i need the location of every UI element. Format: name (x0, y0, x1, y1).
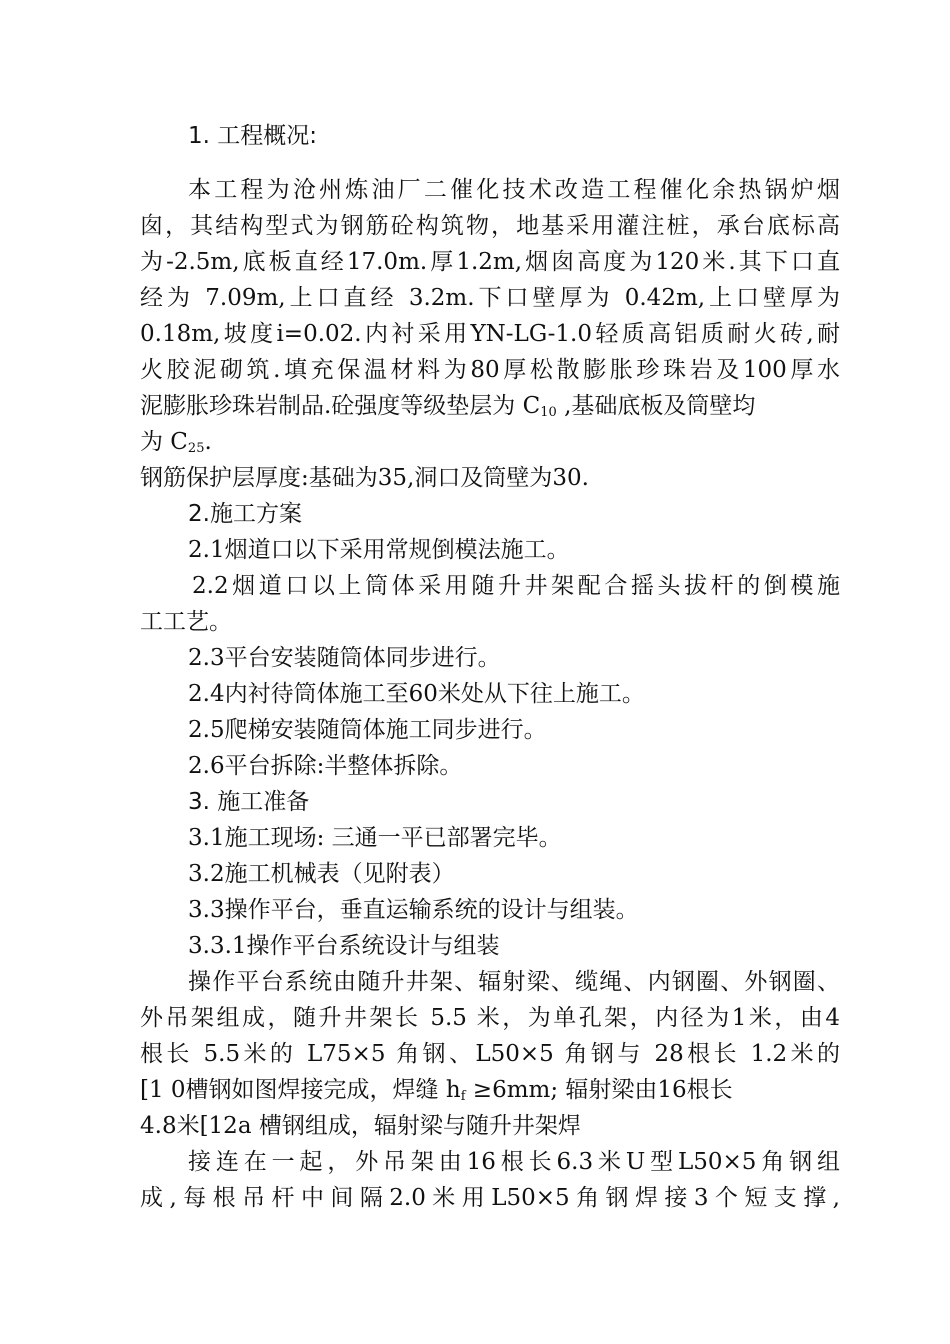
grade-subscript: 25 (187, 441, 205, 456)
paragraph-line: 囱，其结构型式为钢筋砼构筑物，地基采用灌注桩，承台底标高 (140, 213, 840, 239)
paragraph-line: 接连在一起，外吊架由16根长6.3米U型L50×5角钢组 (188, 1149, 840, 1175)
grade-text-suffix: ,基础底板及筒壁均 (556, 393, 756, 419)
paragraph-line: 0.18m,坡度i=0.02.内衬采用YN-LG-1.0轻质高铝质耐火砖,耐 (140, 321, 840, 347)
grade-text-suffix: . (204, 429, 212, 455)
paragraph-line: 4.8米[12a 槽钢组成，辐射梁与随升井架焊 (140, 1113, 581, 1139)
list-item: 3.1施工现场: 三通一平已部署完毕。 (188, 825, 562, 851)
grade-text: 为 C (140, 429, 188, 455)
section-1-heading: 1. 工程概况: (188, 123, 318, 149)
list-item: 3.2施工机械表（见附表） (188, 861, 455, 887)
grade-text: 泥膨胀珍珠岩制品.砼强度等级垫层为 C (140, 393, 541, 419)
grade-subscript: 10 (540, 405, 557, 420)
list-item: 3.3.1操作平台系统设计与组装 (188, 933, 500, 959)
paragraph-line: 为-2.5m,底板直经17.0m.厚1.2m,烟囱高度为120米.其下口直 (140, 249, 840, 275)
list-item: 2.2烟道口以上筒体采用随升井架配合摇头拔杆的倒模施 (192, 573, 840, 599)
list-item: 2.3平台安装随筒体同步进行。 (188, 645, 501, 671)
list-item-continuation: 工工艺。 (140, 609, 232, 635)
paragraph-line: 本工程为沧州炼油厂二催化技术改造工程催化余热锅炉烟 (188, 177, 840, 203)
weld-subscript: f (460, 1089, 466, 1104)
paragraph-line: 火胶泥砌筑.填充保温材料为80厚松散膨胀珍珠岩及100厚水 (140, 357, 840, 383)
list-item: 2.6平台拆除:半整体拆除。 (188, 753, 463, 779)
paragraph-line-grade (140, 388, 840, 424)
paragraph-line-grade-2 (140, 424, 840, 460)
paragraph-line: 外吊架组成，随升井架长 5.5 米，为单孔架，内径为1米，由4 (140, 1005, 840, 1031)
cover-thickness-line: 钢筋保护层厚度:基础为35,洞口及筒壁为30. (140, 465, 589, 491)
weld-text-suffix: ≥6mm; 辐射梁由16根长 (465, 1077, 733, 1103)
section-2-heading: 2.施工方案 (188, 501, 302, 527)
list-item: 3.3操作平台，垂直运输系统的设计与组装。 (188, 897, 639, 923)
section-3-heading: 3. 施工准备 (188, 789, 310, 815)
paragraph-line-weld (140, 1072, 840, 1108)
list-item: 2.4内衬待筒体施工至60米处从下往上施工。 (188, 681, 645, 707)
paragraph-line: 经为 7.09m,上口直经 3.2m.下口壁厚为 0.42m,上口壁厚为 (140, 285, 840, 311)
paragraph-line: 成,每根吊杆中间隔2.0米用L50×5角钢焊接3个短支撑, (140, 1185, 840, 1211)
paragraph-line: 操作平台系统由随升井架、辐射梁、缆绳、内钢圈、外钢圈、 (188, 969, 840, 995)
list-item: 2.1烟道口以下采用常规倒模法施工。 (188, 537, 570, 563)
list-item: 2.5爬梯安装随筒体施工同步进行。 (188, 717, 547, 743)
paragraph-line: 根长 5.5米的 L75×5 角钢、L50×5 角钢与 28根长 1.2米的 (140, 1041, 840, 1067)
weld-text: [1 0槽钢如图焊接完成，焊缝 h (140, 1077, 461, 1103)
